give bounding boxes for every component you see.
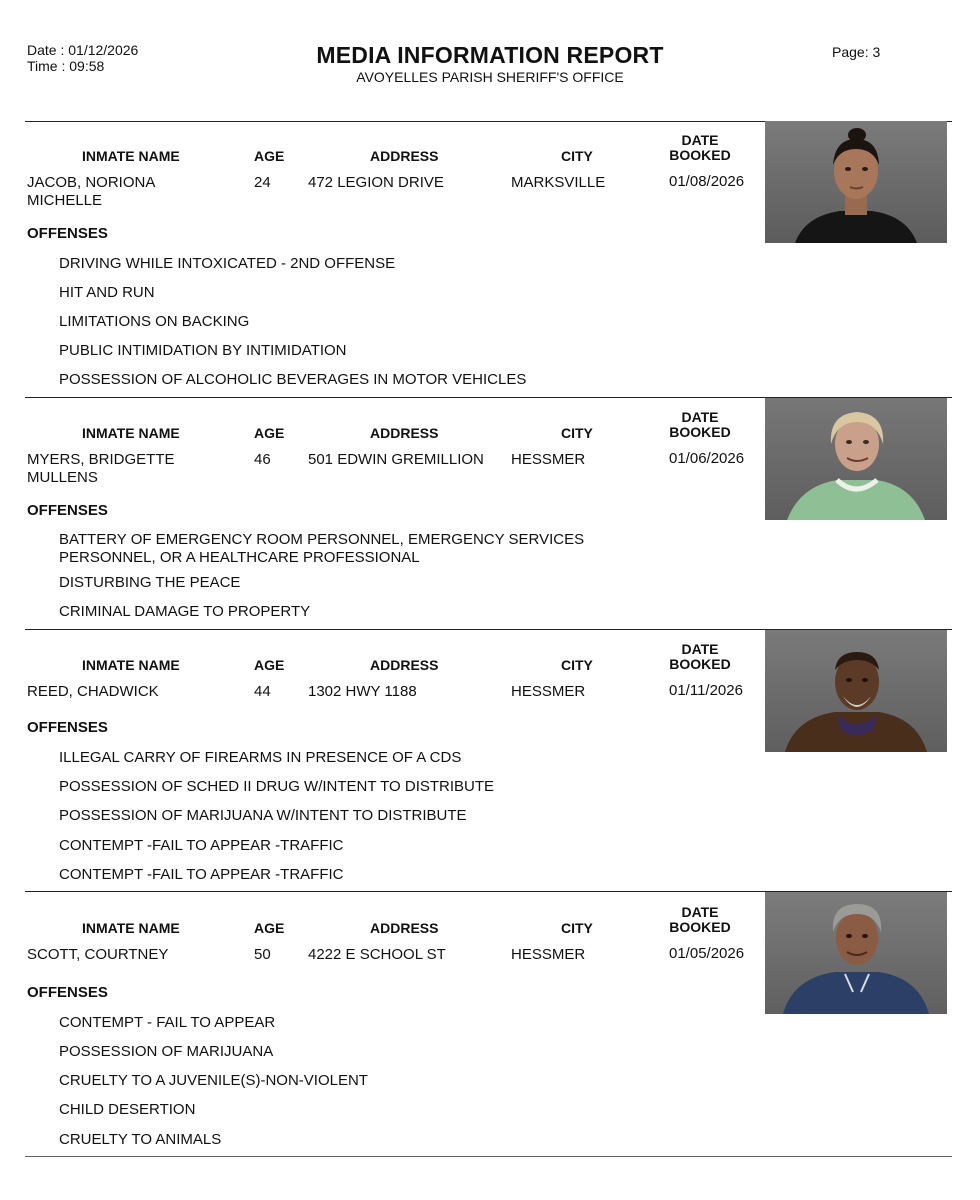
inmate-age: 44 [254,683,271,700]
offense-item: DISTURBING THE PEACE [59,574,241,591]
offense-item: CONTEMPT -FAIL TO APPEAR -TRAFFIC [59,866,344,883]
col-header-age: AGE [254,425,285,441]
inmate-city: HESSMER [511,683,586,700]
inmate-name-line1: JACOB, NORIONA [27,174,156,191]
offense-item: CHILD DESERTION [59,1101,196,1118]
inmate-name [27,946,168,964]
offense-item: POSSESSION OF MARIJUANA W/INTENT TO DISTRIBUTE [59,807,467,824]
inmate-address: 1302 HWY 1188 [308,683,417,700]
col-header-booked: BOOKED [669,424,731,440]
inmate-name-line1: REED, CHADWICK [27,683,159,700]
inmate-name [27,451,175,487]
inmate-date-booked: 01/06/2026 [669,450,745,467]
report-date: Date : 01/12/2026 [27,42,139,58]
offense-item: LIMITATIONS ON BACKING [59,313,250,330]
report-subtitle: AVOYELLES PARISH SHERIFF'S OFFICE [356,69,624,85]
offenses-label: OFFENSES [27,225,108,242]
inmate-name [27,174,155,210]
inmate-city: HESSMER [511,451,586,468]
col-header-booked: BOOKED [669,656,731,672]
inmate-date-booked: 01/05/2026 [669,945,745,962]
offense-item: CRUELTY TO A JUVENILE(S)-NON-VIOLENT [59,1072,368,1089]
col-header-booked: BOOKED [669,919,731,935]
offense-item: POSSESSION OF MARIJUANA [59,1043,274,1060]
inmate-city: HESSMER [511,946,586,963]
offense-item: PUBLIC INTIMIDATION BY INTIMIDATION [59,342,347,359]
col-header-city: CITY [561,148,593,164]
inmate-date-booked: 01/11/2026 [669,682,743,699]
col-header-name: INMATE NAME [82,657,180,673]
inmate-name-line2: MULLENS [27,469,98,486]
offense-item: ILLEGAL CARRY OF FIREARMS IN PRESENCE OF A CDS [59,749,462,766]
col-header-age: AGE [254,148,285,164]
inmate-age: 46 [254,451,271,468]
offense-item: HIT AND RUN [59,284,155,301]
col-header-address: ADDRESS [370,920,439,936]
col-header-city: CITY [561,920,593,936]
inmate-mugshot [765,630,947,752]
offenses-label: OFFENSES [27,719,108,736]
offense-item: DRIVING WHILE INTOXICATED - 2ND OFFENSE [59,255,396,272]
report-time: Time : 09:58 [27,58,105,74]
col-header-date-booked [667,410,733,440]
inmate-city: MARKSVILLE [511,174,606,191]
inmate-age: 50 [254,946,271,963]
inmate-mugshot [765,892,947,1014]
offense-item: PERSONNEL, OR A HEALTHCARE PROFESSIONAL [59,549,420,566]
inmate-mugshot [765,398,947,520]
page-number: Page: 3 [832,44,881,60]
col-header-name: INMATE NAME [82,920,180,936]
col-header-date-booked [667,905,733,935]
col-header-date-booked [667,133,733,163]
inmate-address: 501 EDWIN GREMILLION [308,451,484,468]
offenses-label: OFFENSES [27,502,108,519]
col-header-age: AGE [254,920,285,936]
col-header-name: INMATE NAME [82,425,180,441]
inmate-name [27,683,159,701]
inmate-name-line1: SCOTT, COURTNEY [27,946,169,963]
col-header-date: DATE [681,409,719,425]
col-header-address: ADDRESS [370,657,439,673]
col-header-age: AGE [254,657,285,673]
report-title: MEDIA INFORMATION REPORT [316,42,664,68]
col-header-date: DATE [681,641,719,657]
inmate-name-line1: MYERS, BRIDGETTE [27,451,175,468]
offense-item: POSSESSION OF SCHED II DRUG W/INTENT TO DISTRIBUTE [59,778,495,795]
col-header-date-booked [667,642,733,672]
inmate-name-line2: MICHELLE [27,192,103,209]
col-header-city: CITY [561,657,593,673]
offenses-label: OFFENSES [27,984,108,1001]
col-header-city: CITY [561,425,593,441]
col-header-date: DATE [681,904,719,920]
offense-item: CRIMINAL DAMAGE TO PROPERTY [59,603,311,620]
inmate-address: 4222 E SCHOOL ST [308,946,446,963]
inmate-mugshot [765,121,947,243]
offense-item: POSSESSION OF ALCOHOLIC BEVERAGES IN MOTOR VEHICLES [59,371,527,388]
col-header-booked: BOOKED [669,147,731,163]
inmate-address: 472 LEGION DRIVE [308,174,444,191]
offense-item: CRUELTY TO ANIMALS [59,1131,222,1148]
col-header-date: DATE [681,132,719,148]
col-header-name: INMATE NAME [82,148,180,164]
bottom-rule [25,1156,952,1157]
offense-item: CONTEMPT - FAIL TO APPEAR [59,1014,276,1031]
col-header-address: ADDRESS [370,148,439,164]
col-header-address: ADDRESS [370,425,439,441]
inmate-age: 24 [254,174,271,191]
offense-item: CONTEMPT -FAIL TO APPEAR -TRAFFIC [59,837,344,854]
offense-item: BATTERY OF EMERGENCY ROOM PERSONNEL, EMERGENCY SERVICES [59,531,585,548]
inmate-date-booked: 01/08/2026 [669,173,745,190]
